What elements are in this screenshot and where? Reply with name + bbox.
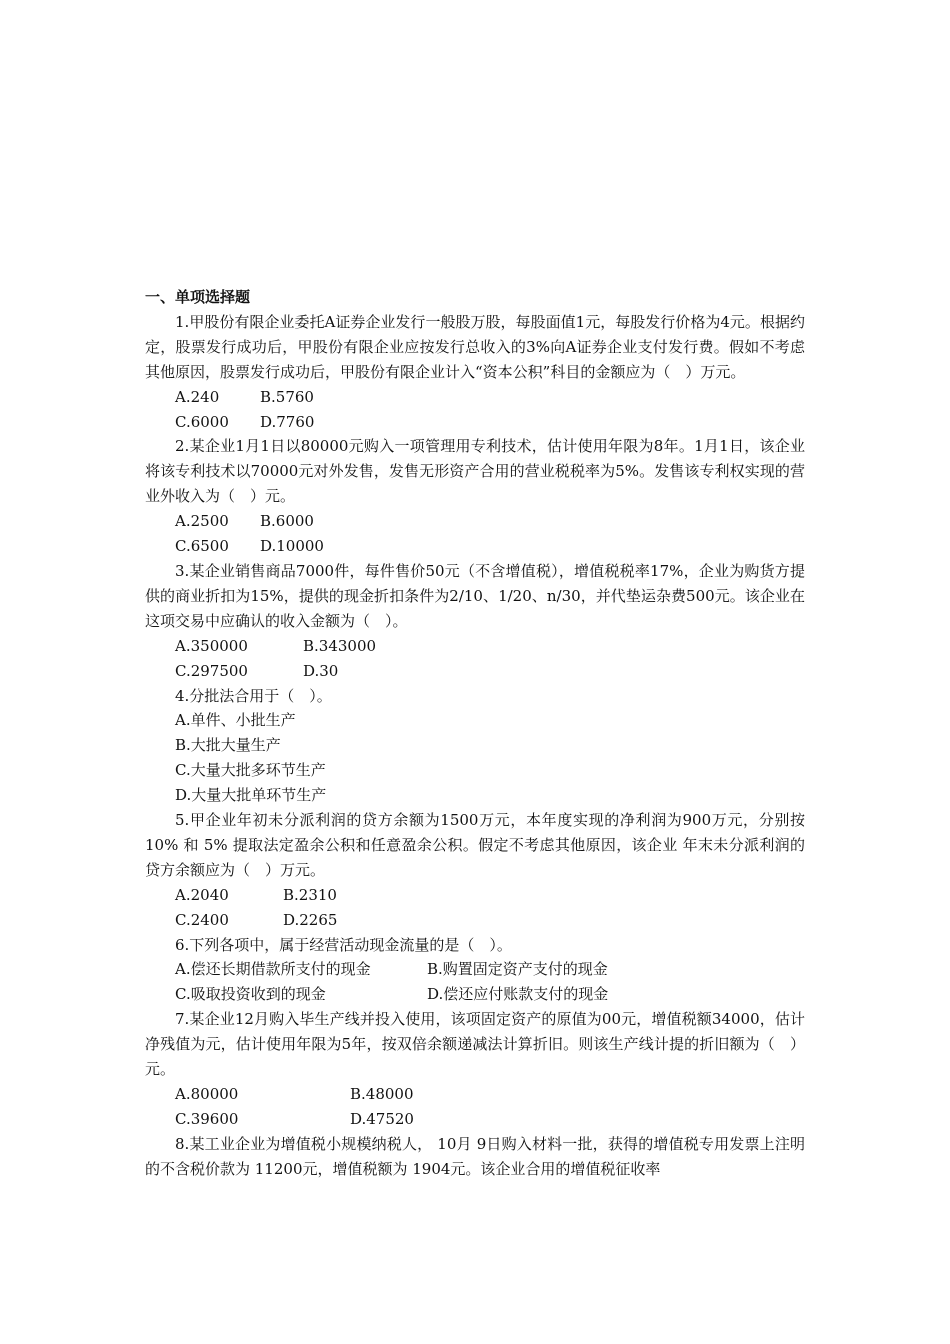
section-title: 一、单项选择题 [145,288,251,306]
option-b: B.大批大量生产 [175,736,281,755]
option-a: A.80000 [175,1085,239,1103]
question-3 [145,559,805,684]
option-a: A.偿还长期借款所支付的现金 [175,960,371,979]
option-row [145,1107,805,1132]
option-c: C.6500 [175,537,229,556]
option-b: B.2310 [283,885,337,904]
question-7 [145,1007,805,1132]
option-row [145,410,805,435]
question-8 [145,1132,805,1182]
option-row [145,634,805,659]
option-d: D.47520 [350,1109,414,1128]
option-row [145,982,805,1007]
option-c: C.吸取投资收到的现金 [175,985,326,1004]
question-4 [145,684,805,809]
option-d: D.7760 [260,412,315,431]
option-a: A.单件、小批生产 [175,711,296,730]
question-text: 6.下列各项中，属于经营活动现金流量的是（ ）。 [175,935,512,954]
option-b: B.5760 [260,387,314,406]
question-text: 2.某企业1月1日以80000元购入一项管理用专利技术，估计使用年限为8年。1月1日，该企业将该专利技术以70000元对外发售，发售无形资产合用的营业税税率为5%。发售该专利权实现的营业外收入为（ ）元。 [145,437,805,506]
option-d: D.大量大批单环节生产 [175,786,327,805]
option-row [145,883,805,908]
option-d: D.2265 [283,910,338,929]
question-1 [145,310,805,435]
option-row [145,1082,805,1107]
exam-page [145,285,805,1182]
option-d: D.10000 [260,537,324,556]
option-row [145,957,805,982]
option-d: D.30 [303,661,339,680]
question-text: 8.某工业企业为增值税小规模纳税人， 10月 9日购入材料一批，获得的增值税专用发票上注明的不含税价款为 11200元，增值税额为 1904元。该企业合用的增值税征收率 [145,1134,805,1178]
option-row [145,509,805,534]
option-row [145,908,805,933]
question-text: 7.某企业12月购入毕生产线并投入使用，该项固定资产的原值为00元，增值税额34000，估计净残值为元，估计使用年限为5年，按双倍余额递减法计算折旧。则该生产线计提的折旧额为（ ）元。 [145,1010,805,1079]
option-c: C.39600 [175,1109,239,1128]
question-5 [145,808,805,933]
question-6 [145,933,805,1008]
option-b: B.购置固定资产支付的现金 [427,960,608,979]
option-d: D.偿还应付账款支付的现金 [427,985,609,1004]
option-a: A.2040 [175,885,229,904]
question-text: 3.某企业销售商品7000件，每件售价50元（不含增值税），增值税税率17%，企业为购货方提供的商业折扣为15%，提供的现金折扣条件为2/10、1/20、n/30，并代垫运杂费500元。该企业在这项交易中应确认的收入金额为（ ）。 [145,561,805,630]
question-2 [145,434,805,559]
option-b: B.343000 [303,636,377,655]
option-c: C.2400 [175,910,229,929]
option-b: B.6000 [260,512,314,531]
option-a: A.240 [175,387,220,406]
question-text: 4.分批法合用于（ ）。 [175,686,332,705]
option-c: C.6000 [175,412,229,431]
question-text: 5.甲企业年初未分派利润的贷方余额为1500万元，本年度实现的净利润为900万元，分别按10% 和 5% 提取法定盈余公积和任意盈余公积。假定不考虑其他原因，该企业 年末未分派利润的贷方余额应为（ ）万元。 [145,811,805,879]
option-b: B.48000 [350,1085,414,1103]
option-row [145,385,805,410]
question-text: 1.甲股份有限企业委托A证券企业发行一般股万股，每股面值1元，每股发行价格为4元。根据约定，股票发行成功后，甲股份有限企业应按发行总收入的3%向A证券企业支付发行费。假如不考虑其他原因，股票发行成功后，甲股份有限企业计入“资本公积”科目的金额应为（ ）万元。 [145,312,805,381]
option-c: C.297500 [175,661,248,680]
option-row [145,659,805,684]
option-c: C.大量大批多环节生产 [175,761,326,780]
option-a: A.2500 [175,512,229,531]
option-row [145,534,805,559]
option-a: A.350000 [175,636,248,655]
